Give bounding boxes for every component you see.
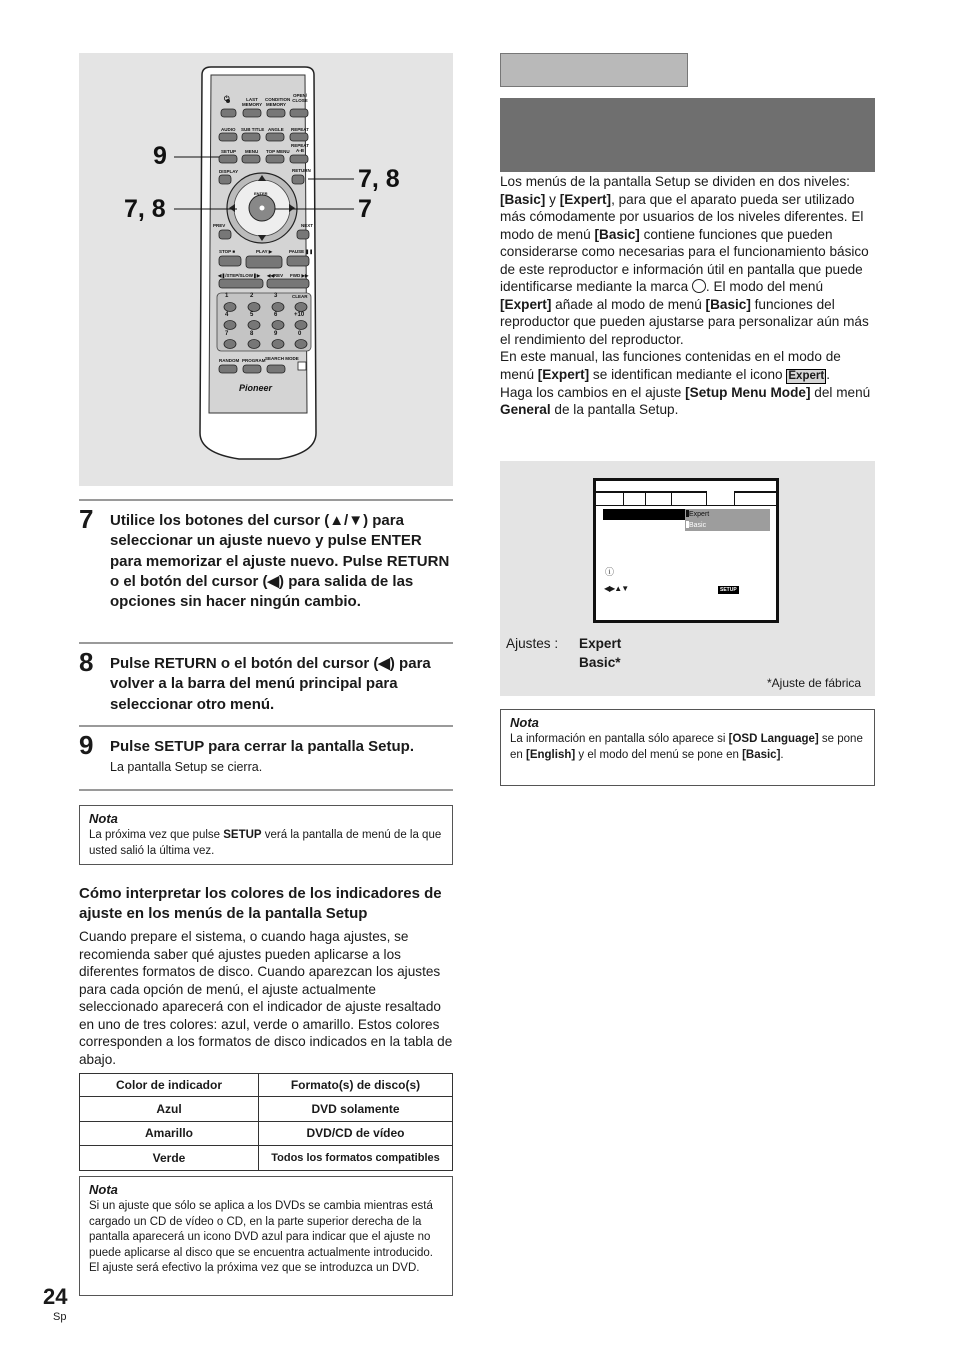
- bold-term: [Expert]: [537, 366, 590, 382]
- note-title: Nota: [89, 811, 118, 826]
- step-7-number: 7: [79, 504, 94, 534]
- power-icon: ⏻: [224, 96, 230, 103]
- note-text: La próxima vez que pulse SETUP verá la pantalla de menú de la que usted salió la última vez.: [89, 829, 442, 857]
- program-label: PROGRAM: [242, 358, 266, 363]
- text-run: , para que el aparato pueda ser utilizado más cómodamente por usuarios de los niveles diferentes. El modo de menú: [500, 191, 864, 242]
- menu-tab-bar: [596, 491, 776, 505]
- bold-term: [Basic]: [705, 296, 751, 312]
- digit-8: 8: [250, 331, 254, 337]
- random-label: RANDOM: [219, 358, 240, 363]
- digit-1: 1: [225, 293, 229, 299]
- menu-item-highlight: [603, 509, 685, 520]
- table-cell: Verde: [80, 1146, 259, 1171]
- digit-3: 3: [274, 293, 278, 299]
- table-cell: Azul: [80, 1097, 259, 1122]
- table-row: [80, 1097, 453, 1122]
- menu-label: MENU: [245, 149, 259, 154]
- ajustes-value-expert: Expert: [579, 636, 622, 651]
- note-title: Nota: [510, 715, 539, 730]
- option-expert: Expert: [686, 509, 709, 520]
- play-label: PLAY ▶: [256, 249, 273, 254]
- next-label: NEXT: [301, 223, 314, 228]
- text-run: contiene funciones que pueden considerarse como necesarias para el funcionamiento básico de este reproductor e información útil en pantalla que puede identificarse mediante la marca: [500, 226, 869, 294]
- text-run: .: [826, 366, 830, 382]
- repeat-ab-label: REPEAT A-B: [291, 143, 309, 153]
- section-heading: Cómo interpretar los colores de los indicadores de ajuste en los menús de la pantalla Setup: [79, 885, 442, 922]
- info-icon: ⓘ: [605, 567, 615, 577]
- bold-term: [Basic]: [742, 748, 781, 761]
- plus10-label: +10: [294, 312, 305, 318]
- table-header: Color de indicador: [80, 1074, 259, 1097]
- text-run: añade al modo de menú: [551, 296, 706, 312]
- step-9-text: Pulse SETUP para cerrar la pantalla Setup.: [110, 738, 415, 755]
- enter-label: ENTER: [254, 191, 268, 196]
- display-label: DISPLAY: [219, 169, 239, 174]
- bold-term: [Setup Menu Mode]: [685, 384, 811, 400]
- paragraph-basic-expert: [500, 173, 878, 348]
- paragraph-setup-menu-mode: [500, 384, 878, 419]
- table-row: [80, 1146, 453, 1171]
- table-header: Formato(s) de disco(s): [259, 1074, 453, 1097]
- digit-6: 6: [274, 312, 278, 318]
- setup-label: SETUP: [221, 149, 237, 154]
- text-run: Los menús de la pantalla Setup se dividen en dos niveles:: [500, 174, 850, 189]
- paragraph-expert-icon: [500, 348, 878, 384]
- bold-term: [English]: [526, 748, 576, 761]
- divider: [79, 789, 453, 791]
- setup-screen-panel: [500, 461, 875, 696]
- nav-arrows-icon: ◀▶▲▼: [604, 584, 629, 593]
- table-cell: DVD solamente: [259, 1097, 453, 1122]
- text-run: .: [780, 748, 784, 761]
- section-heading-band: [500, 98, 875, 172]
- pioneer-logo: Pioneer: [239, 383, 273, 393]
- stop-label: STOP ■: [219, 249, 236, 254]
- setup-badge: SETUP: [720, 587, 737, 593]
- table-cell: DVD/CD de vídeo: [259, 1121, 453, 1146]
- bold-term: [Basic]: [594, 226, 640, 242]
- note-text: Si un ajuste que sólo se aplica a los DVDs se cambia mientras está cargado un CD de vídeo o CD, en la parte superior derecha de la pantalla aparecerá un icono DVD azul para indicar que el ajuste no puede aplicarse al disco que se encuentra actualmente introducido. El ajuste será efectivo la próxima vez que se introduzca un DVD.: [89, 1200, 433, 1275]
- table-row: [80, 1121, 453, 1146]
- note-box-osd: [500, 709, 875, 786]
- digit-7: 7: [225, 331, 229, 337]
- bold-term: [OSD Language]: [728, 733, 819, 745]
- divider: [79, 642, 453, 644]
- top-menu-label: TOP MENU: [266, 149, 290, 154]
- callout-7: 7: [358, 195, 372, 223]
- angle-label: ANGLE: [268, 127, 284, 132]
- menu-tab-active: [707, 491, 735, 505]
- factory-setting-note: *Ajuste de fábrica: [767, 676, 862, 690]
- callout-7-8-right: 7, 8: [358, 165, 400, 193]
- note-title: Nota: [89, 1182, 118, 1197]
- subtitle-label: SUB TITLE: [241, 127, 265, 132]
- callout-9: 9: [153, 142, 167, 170]
- table-cell: Amarillo: [80, 1121, 259, 1146]
- open-close-label: OPEN/ CLOSE: [292, 93, 308, 103]
- note-text: [510, 732, 865, 763]
- digit-4: 4: [225, 312, 229, 318]
- table-cell: Todos los formatos compatibles: [259, 1146, 453, 1171]
- divider: [79, 725, 453, 727]
- bold-term: [Expert]: [559, 191, 612, 207]
- option-basic: Basic: [686, 520, 706, 531]
- clear-label: CLEAR: [292, 294, 308, 299]
- remote-illustration-panel: [79, 53, 453, 486]
- repeat-label: REPEAT: [291, 127, 309, 132]
- basic-mark-icon: [692, 279, 706, 293]
- text-run: del menú: [810, 384, 871, 400]
- menu-levels-paragraph: [500, 173, 878, 419]
- expert-icon: Expert: [788, 369, 825, 382]
- digit-0: 0: [298, 331, 302, 337]
- menu-tab: [596, 491, 624, 505]
- note-box-setup: [79, 805, 453, 865]
- bold-term: [Expert]: [500, 296, 552, 312]
- text-run: . El modo del menú: [705, 279, 824, 294]
- digit-2: 2: [250, 293, 254, 299]
- step-9-subtext: La pantalla Setup se cierra.: [110, 760, 263, 774]
- pause-label: PAUSE ❚❚: [289, 249, 313, 254]
- step-9-number: 9: [79, 730, 94, 760]
- menu-tab: [624, 491, 646, 505]
- search-mode-label: SEARCH MODE: [265, 356, 299, 361]
- prev-label: PREV: [213, 223, 226, 228]
- step-8-number: 8: [79, 647, 94, 677]
- ajustes-label: Ajustes :: [506, 636, 559, 651]
- section-body: Cuando prepare el sistema, o cuando haga ajustes, se recomienda saber qué ajustes pueden aplicarse a los diferentes formatos de disco. Cuando aparezcan los ajustes para cada opción de menú, el ajuste actualmente seleccionado aparecerá con el indicador de ajuste resaltado en uno de tres colores: azul, verde o amarillo. Estos colores corresponden a los formatos de disco indicados en la tabla de abajo.: [79, 929, 453, 1067]
- note-box-dvd: [79, 1176, 453, 1296]
- last-memory-label: LAST MEMORY: [242, 97, 263, 107]
- return-label: RETURN: [292, 168, 311, 173]
- page-language: Sp: [53, 1311, 67, 1323]
- condition-memory-label: CONDITION MEMORY: [265, 97, 291, 107]
- digit-5: 5: [250, 312, 254, 318]
- text-run: Haga los cambios en el ajuste: [500, 384, 686, 400]
- ajustes-value-basic: Basic*: [579, 655, 621, 670]
- text-run: de la pantalla Setup.: [550, 402, 679, 417]
- step-8-text: Pulse RETURN o el botón del cursor (◀) para volver a la barra del menú principal para seleccionar otro menú.: [110, 655, 431, 713]
- step-slow-label: ◀❚/STEP/SLOW❚▶: [218, 273, 261, 278]
- chapter-tag-box: [500, 53, 688, 87]
- divider: [79, 499, 453, 501]
- fwd-label: FWD ▶▶: [290, 273, 309, 278]
- rev-label: ◀◀REV: [267, 273, 284, 278]
- menu-tab: [672, 491, 707, 505]
- text-run: y: [545, 191, 560, 207]
- text-run: se identifican mediante el icono: [589, 366, 787, 382]
- audio-label: AUDIO: [221, 127, 236, 132]
- menu-tab: [646, 491, 672, 505]
- text-run: se pone en: [510, 733, 863, 761]
- text-run: En este manual, las funciones contenidas en el modo de menú: [500, 349, 841, 382]
- text-run: y el modo del menú se pone en: [575, 748, 743, 761]
- digit-9: 9: [274, 331, 278, 337]
- page-number: 24: [43, 1284, 68, 1309]
- text-run: La información en pantalla sólo aparece si: [510, 733, 729, 745]
- bold-term: [Basic]: [500, 191, 546, 207]
- callout-7-8-left: 7, 8: [124, 195, 166, 223]
- text-run: funciones del reproductor que pueden ajustarse para personalizar aún más el rendimiento del reproductor.: [500, 296, 869, 347]
- indicator-color-table: [79, 1073, 453, 1171]
- step-7-text: Utilice los botones del cursor (▲/▼) para seleccionar un ajuste nuevo y pulse ENTER para memorizar el ajuste nuevo. Pulse RETURN o el botón del cursor (◀) para salida de las opciones sin hacer ningún cambio.: [110, 512, 450, 611]
- setup-screen: [593, 478, 779, 623]
- bold-term: General: [500, 402, 551, 417]
